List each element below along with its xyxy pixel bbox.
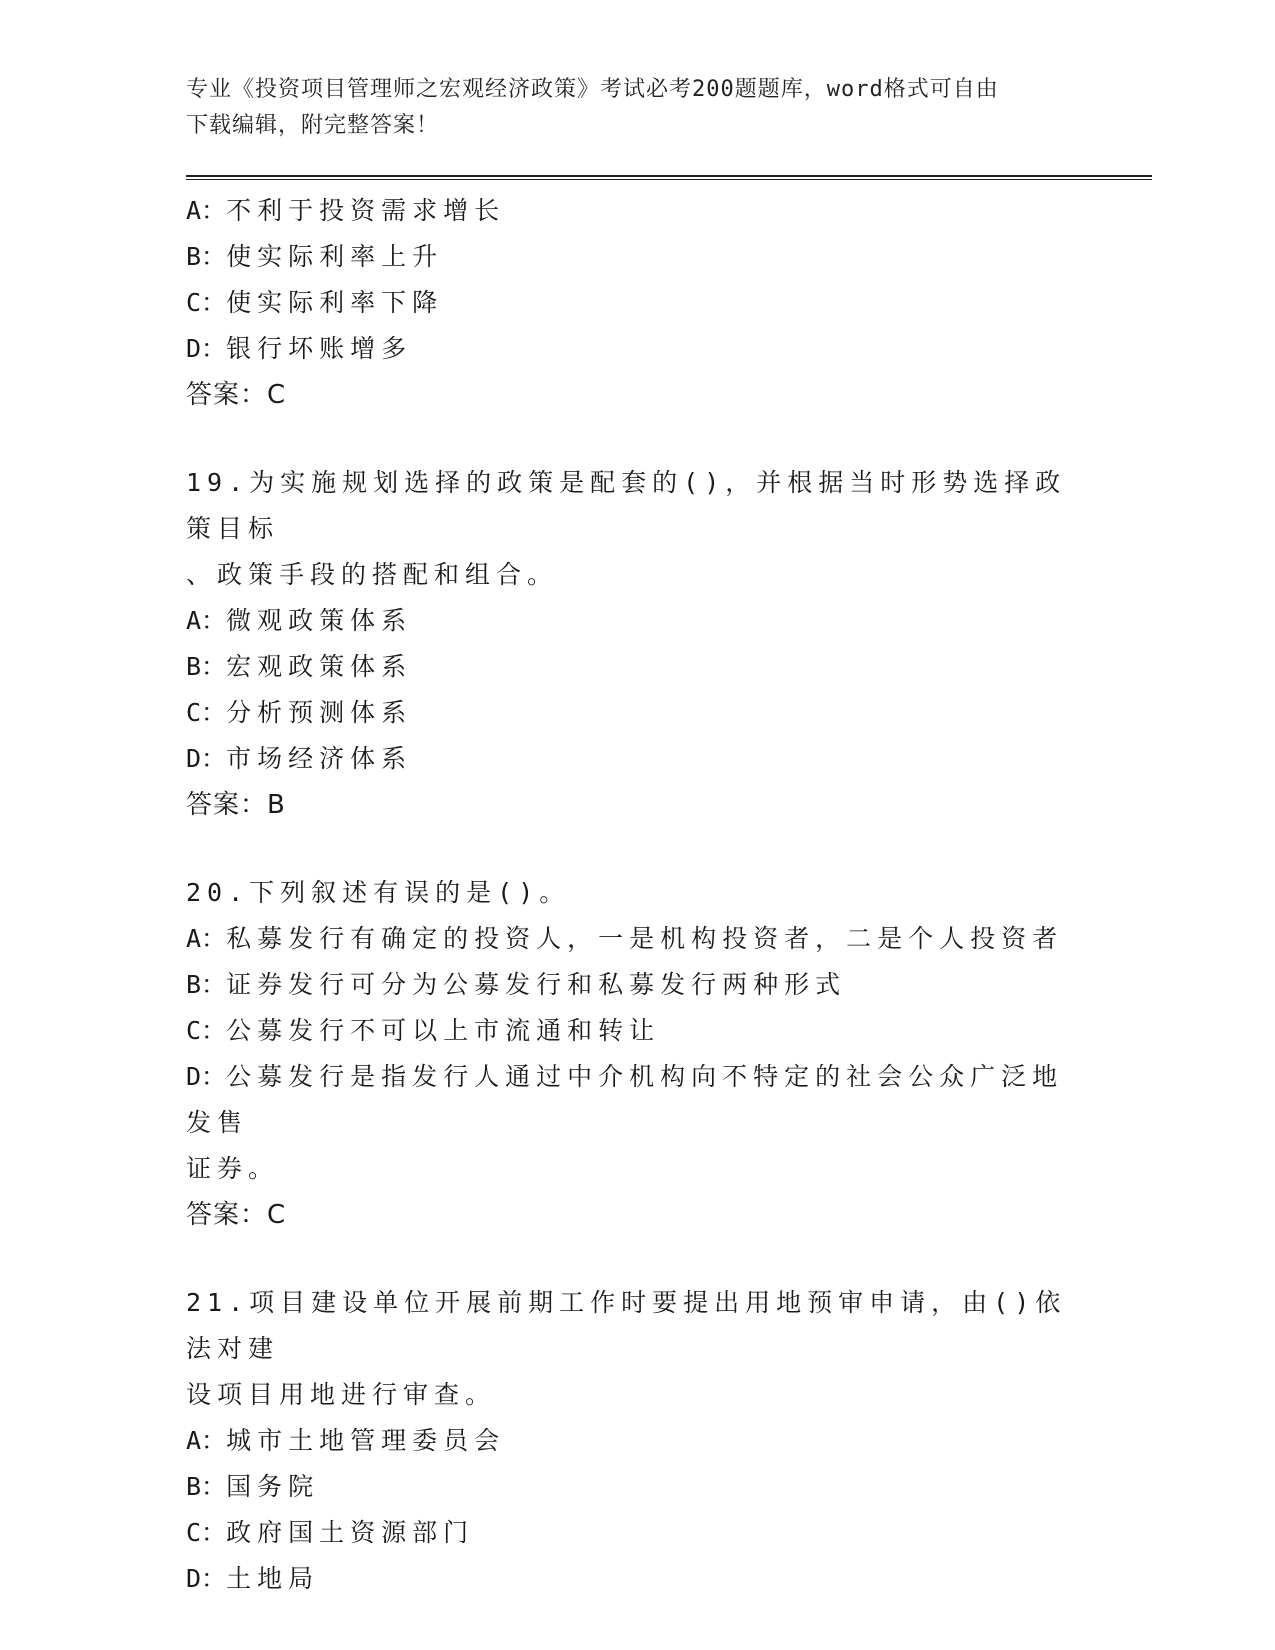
- document-header: [186, 72, 1086, 144]
- option-c: C：政府国土资源部门: [186, 1518, 475, 1547]
- option-d: D：土地局: [186, 1564, 320, 1593]
- option-a: A：不利于投资需求增长: [186, 196, 506, 225]
- option-a: A：微观政策体系: [186, 606, 413, 635]
- question-stem: 19.为实施规划选择的政策是配套的()，并根据当时形势选择政策目标: [186, 468, 1067, 543]
- header-line-1: 专业《投资项目管理师之宏观经济政策》考试必考200题题库，word格式可自由: [186, 77, 999, 102]
- question-20: [186, 870, 1086, 1238]
- question-19: [186, 460, 1086, 828]
- header-line-2: 下载编辑，附完整答案！: [186, 113, 440, 138]
- question-list: [186, 188, 1086, 1602]
- option-c: C：使实际利率下降: [186, 288, 444, 317]
- option-b: B：国务院: [186, 1472, 320, 1501]
- header-divider: [186, 175, 1152, 180]
- option-a: A：私募发行有确定的投资人，一是机构投资者，二是个人投资者: [186, 924, 1064, 953]
- answer-line: 答案：C: [186, 1200, 287, 1230]
- option-a: A：城市土地管理委员会: [186, 1426, 506, 1455]
- question-stem-cont: 设项目用地进行审查。: [186, 1380, 497, 1409]
- option-d: D：市场经济体系: [186, 744, 413, 773]
- answer-line: 答案：B: [186, 790, 286, 820]
- option-d: D：公募发行是指发行人通过中介机构向不特定的社会公众广泛地发售: [186, 1062, 1064, 1137]
- answer-line: 答案：C: [186, 380, 287, 410]
- option-b: B：使实际利率上升: [186, 242, 444, 271]
- option-c: C：公募发行不可以上市流通和转让: [186, 1016, 661, 1045]
- question-stem: 20.下列叙述有误的是()。: [186, 878, 571, 907]
- question-stem-cont: 、政策手段的搭配和组合。: [186, 560, 559, 589]
- option-b: B：宏观政策体系: [186, 652, 413, 681]
- question-18-options: [186, 188, 1086, 418]
- option-d-cont: 证券。: [186, 1154, 280, 1183]
- option-b: B：证券发行可分为公募发行和私募发行两种形式: [186, 970, 847, 999]
- option-c: C：分析预测体系: [186, 698, 413, 727]
- option-d: D：银行坏账增多: [186, 334, 413, 363]
- question-21: [186, 1280, 1086, 1602]
- question-stem: 21.项目建设单位开展前期工作时要提出用地预审申请，由()依法对建: [186, 1288, 1067, 1363]
